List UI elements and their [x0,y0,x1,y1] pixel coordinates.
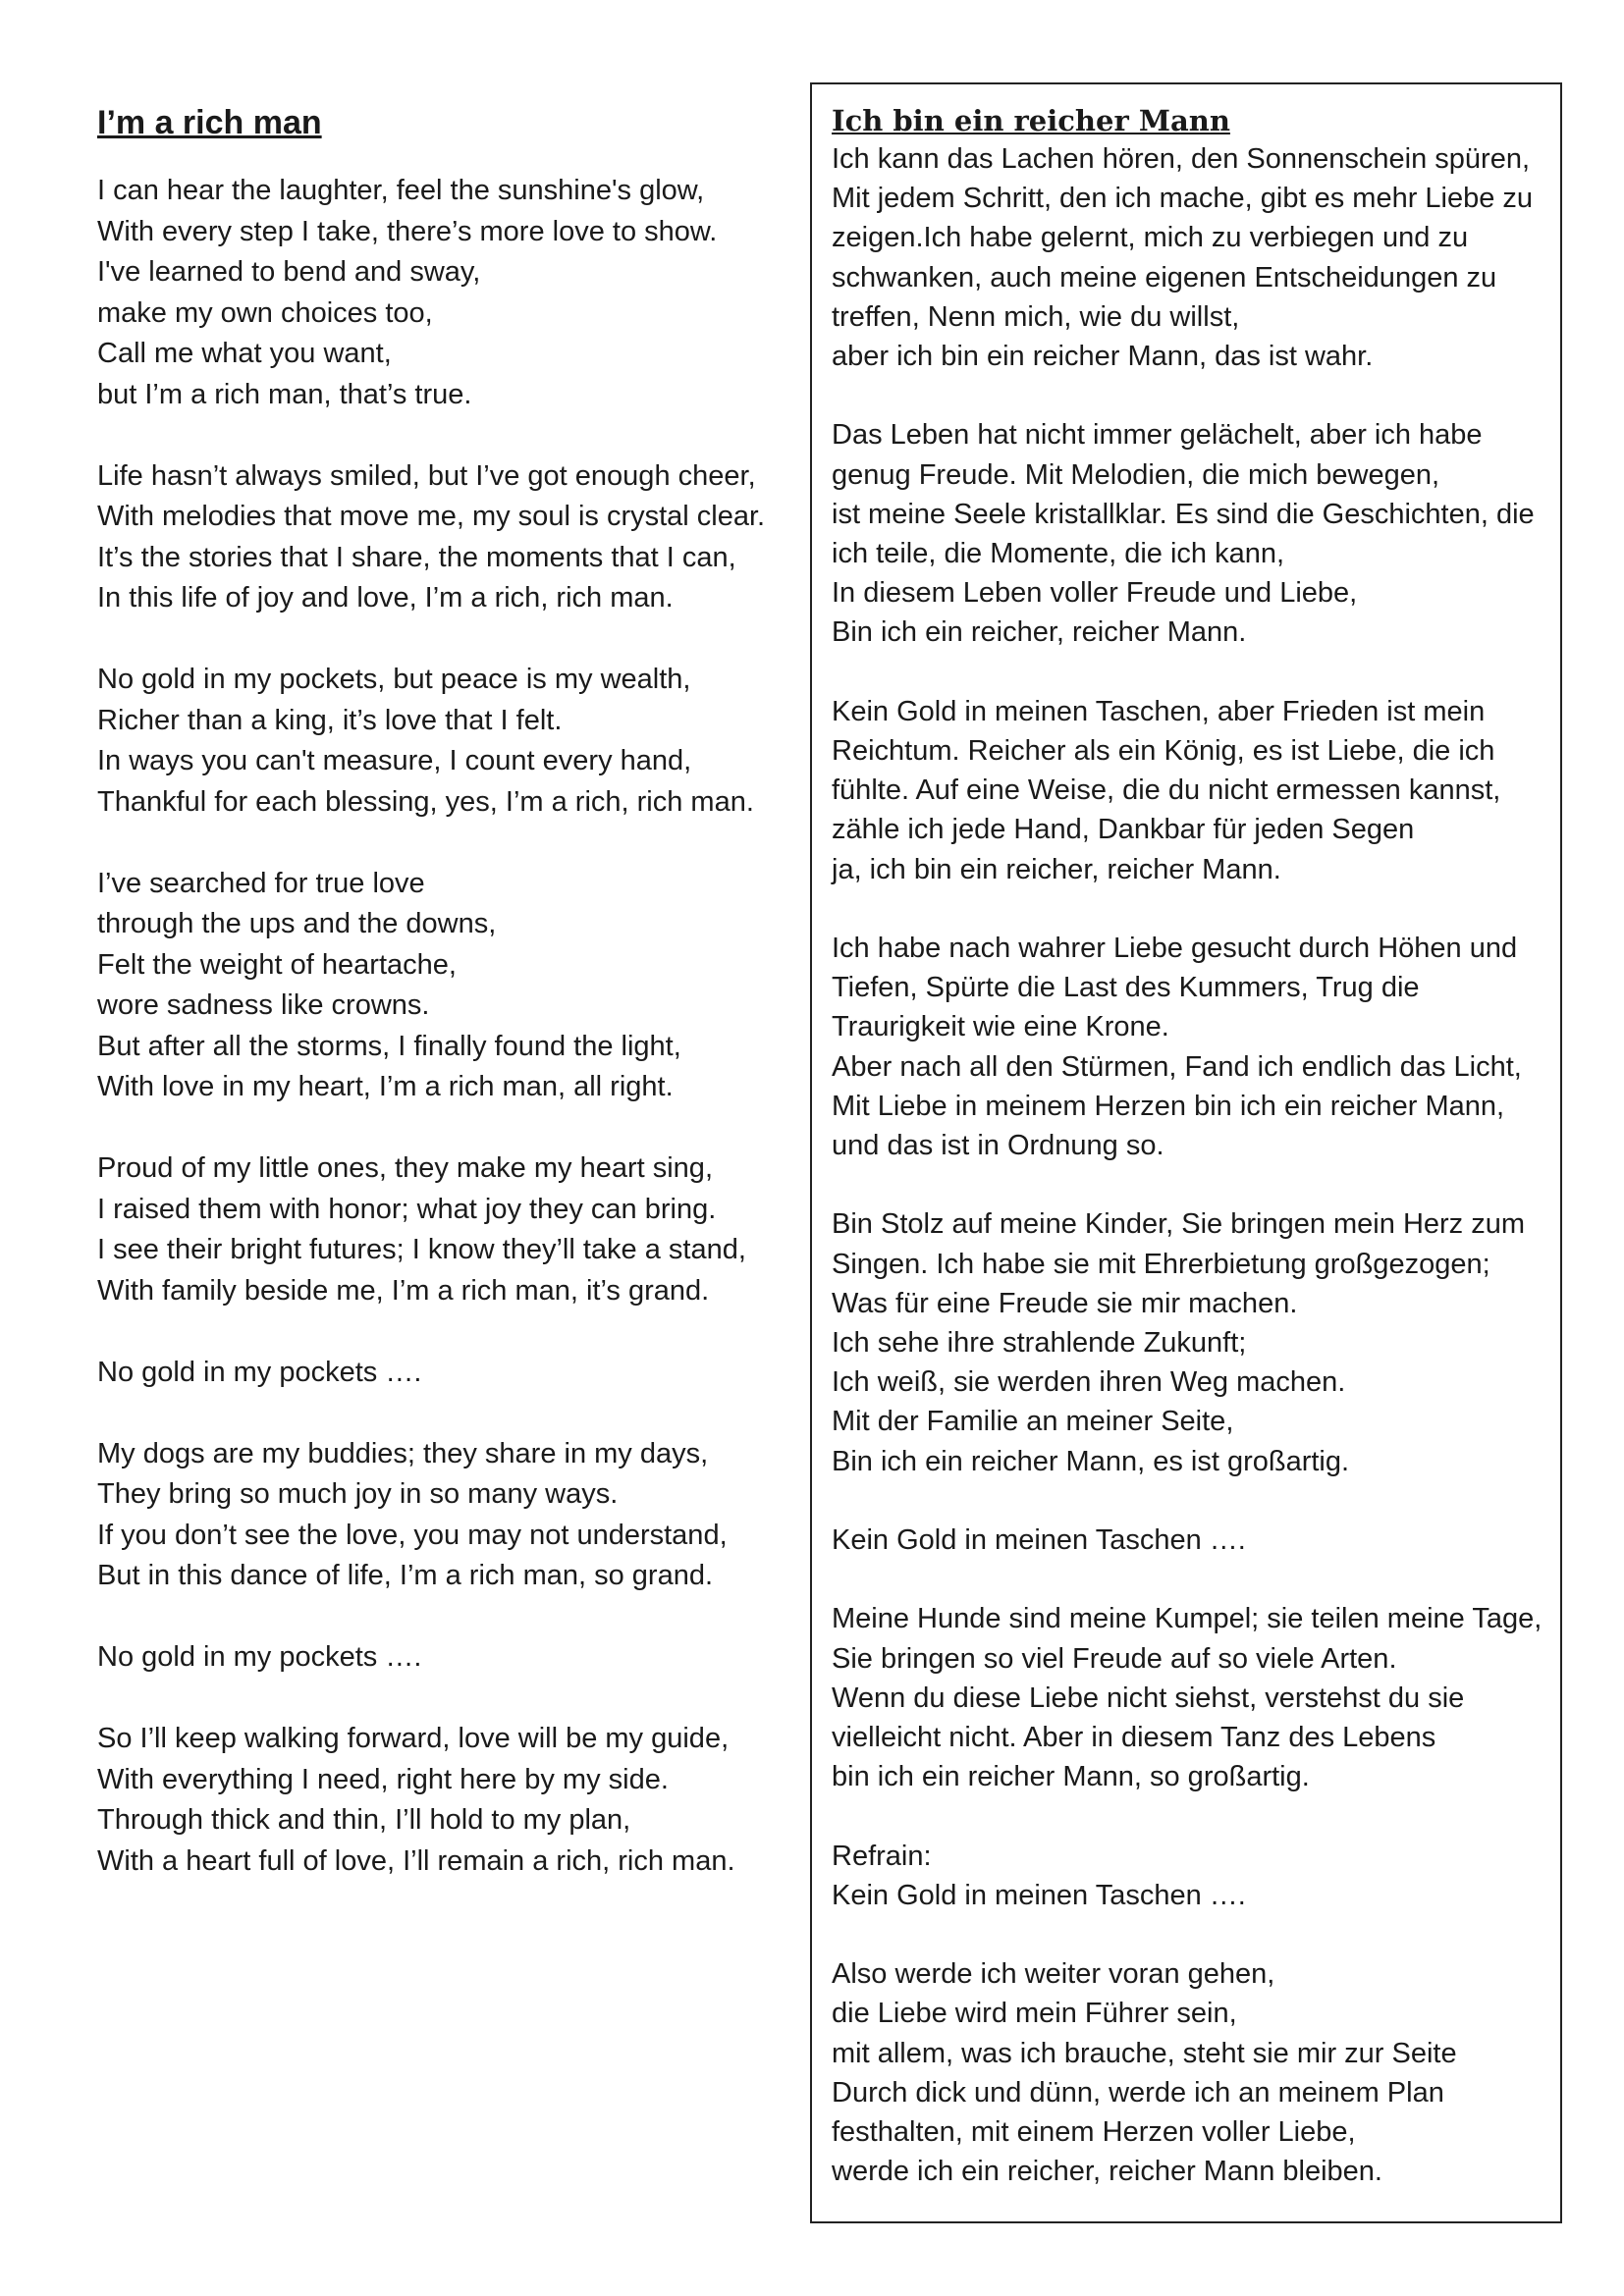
lyric-line: But after all the storms, I finally found the light, [97,1030,681,1062]
english-stanza-6 [97,1434,785,1597]
german-stanza-2 [832,415,1548,652]
lyric-line: So I’ll keep walking forward, love will be my guide, [97,1723,730,1754]
lyric-line: No gold in my pockets …. [97,1356,422,1388]
lyric-line: schwanken, auch meine eigenen Entscheidungen zu [832,261,1497,294]
lyric-line: Bin Stolz auf meine Kinder, Sie bringen mein Herz zum [832,1208,1526,1241]
lyric-line: Life hasn’t always smiled, but I’ve got enough cheer, [97,459,756,492]
lyric-line: With love in my heart, I’m a rich man, all right. [97,1071,674,1102]
lyric-line: No gold in my pockets, but peace is my wealth, [97,664,691,695]
lyric-line: No gold in my pockets …. [97,1641,422,1673]
english-chorus-ref-2 [97,1637,785,1679]
lyric-line: Kein Gold in meinen Taschen …. [832,1524,1246,1557]
lyric-line: In ways you can't measure, I count every hand, [97,745,692,776]
lyric-line: Proud of my little ones, they make my heart sing, [97,1152,713,1184]
lyric-line: Traurigkeit wie eine Krone. [832,1011,1169,1043]
lyric-line: Durch dick und dünn, werde ich an meinem Plan [832,2076,1444,2109]
lyric-line: genug Freude. Mit Melodien, die mich bewegen, [832,458,1440,491]
lyric-line: Thankful for each blessing, yes, I’m a rich, rich man. [97,785,754,818]
lyric-line: With every step I take, there’s more love to show. [97,215,718,247]
lyric-line: Ich habe nach wahrer Liebe gesucht durch Höhen und [832,933,1518,965]
lyric-line: In this life of joy and love, I’m a rich, rich man. [97,582,674,614]
lyric-line: mit allem, was ich brauche, steht sie mir zur Seite [832,2037,1457,2069]
lyric-line: Kein Gold in meinen Taschen …. [832,1879,1246,1911]
english-stanza-1 [97,171,785,415]
lyric-line: Mit jedem Schritt, den ich mache, gibt es mehr Liebe zu [832,183,1534,215]
lyric-line: ja, ich bin ein reicher, reicher Mann. [832,853,1281,885]
english-stanza-3 [97,660,785,823]
lyric-line: Das Leben hat nicht immer gelächelt, aber ich habe [832,419,1483,452]
german-stanza-5 [832,1204,1548,1480]
lyric-line: Aber nach all den Stürmen, Fand ich endlich das Licht, [832,1050,1522,1083]
lyric-line: Bin ich ein reicher, reicher Mann. [832,616,1247,649]
lyric-line: I've learned to bend and sway, [97,256,481,288]
lyric-line: Call me what you want, [97,338,392,369]
english-stanza-7 [97,1719,785,1882]
lyric-line: aber ich bin ein reicher Mann, das ist wahr. [832,341,1374,373]
lyric-line: Richer than a king, it’s love that I felt. [97,704,563,736]
lyric-line: Also werde ich weiter voran gehen, [832,1958,1275,1991]
lyric-line: They bring so much joy in so many ways. [97,1478,619,1510]
lyric-line: Sie bringen so viel Freude auf so viele Arten. [832,1642,1397,1675]
lyric-line: With melodies that move me, my soul is crystal clear. [97,501,766,532]
german-stanza-6 [832,1599,1548,1796]
lyric-line: It’s the stories that I share, the moments that I can, [97,541,736,573]
lyric-line: I can hear the laughter, feel the sunshine's glow, [97,175,705,206]
lyric-line: With family beside me, I’m a rich man, it’s grand. [97,1274,710,1307]
lyric-line: Mit der Familie an meiner Seite, [832,1406,1234,1438]
lyric-line: Was für eine Freude sie mir machen. [832,1287,1298,1319]
lyric-line: Singen. Ich habe sie mit Ehrerbietung großgezogen; [832,1248,1490,1280]
lyric-line: If you don’t see the love, you may not understand, [97,1519,728,1551]
lyric-line: wore sadness like crowns. [97,989,430,1021]
lyric-line: festhalten, mit einem Herzen voller Liebe, [832,2116,1356,2149]
lyric-line: Kein Gold in meinen Taschen, aber Frieden ist mein [832,695,1486,727]
lyric-line: Mit Liebe in meinem Herzen bin ich ein reicher Mann, [832,1090,1505,1122]
lyric-line: Meine Hunde sind meine Kumpel; sie teilen meine Tage, [832,1603,1543,1635]
german-stanza-7 [832,1954,1548,2191]
lyric-line: Bin ich ein reicher Mann, es ist großartig. [832,1445,1350,1477]
lyric-line: ich teile, die Momente, die ich kann, [832,538,1285,570]
german-stanza-3 [832,692,1548,889]
german-chorus-ref-1 [832,1521,1548,1560]
lyric-line: die Liebe wird mein Führer sein, [832,1998,1237,2030]
lyric-line: Ich weiß, sie werden ihren Weg machen. [832,1366,1346,1399]
lyric-line: Ich kann das Lachen hören, den Sonnenschein spüren, [832,143,1531,175]
lyric-line: Ich sehe ihre strahlende Zukunft; [832,1327,1247,1360]
lyric-line: und das ist in Ordnung so. [832,1130,1164,1162]
german-lyrics-box [810,82,1562,2223]
english-stanza-4 [97,864,785,1108]
german-lyrics-column [832,102,1548,2231]
lyric-line: treffen, Nenn mich, wie du willst, [832,300,1240,333]
lyric-line: Refrain: [832,1840,932,1872]
lyric-line: vielleicht nicht. Aber in diesem Tanz des Lebens [832,1722,1436,1754]
german-refrain [832,1837,1548,1915]
english-stanza-2 [97,456,785,619]
lyric-line: bin ich ein reicher Mann, so großartig. [832,1761,1310,1793]
lyric-line: zeigen.Ich habe gelernt, mich zu verbiegen und zu [832,222,1469,254]
lyric-line: But in this dance of life, I’m a rich man, so grand. [97,1560,714,1591]
german-title: Ich bin ein reicher Mann [832,104,1230,137]
lyric-line: I see their bright futures; I know they’ll take a stand, [97,1234,746,1265]
lyric-line: zähle ich jede Hand, Dankbar für jeden Segen [832,814,1415,846]
lyric-line: through the ups and the downs, [97,908,497,939]
lyric-line: With everything I need, right here by my side. [97,1763,669,1795]
lyric-line: make my own choices too, [97,296,433,329]
lyric-line: Tiefen, Spürte die Last des Kummers, Trug die [832,972,1420,1004]
english-chorus-ref-1 [97,1353,785,1394]
german-stanza-1 [832,139,1548,376]
lyric-line: werde ich ein reicher, reicher Mann bleiben. [832,2156,1382,2188]
lyric-line: In diesem Leben voller Freude und Liebe, [832,577,1358,610]
lyric-line: Reichtum. Reicher als ein König, es ist Liebe, die ich [832,735,1495,768]
lyric-line: Felt the weight of heartache, [97,948,457,981]
lyric-line: fühlte. Auf eine Weise, die du nicht ermessen kannst, [832,774,1501,807]
lyric-line: ist meine Seele kristallklar. Es sind die Geschichten, die [832,498,1535,530]
german-stanza-4 [832,929,1548,1165]
lyric-line: Wenn du diese Liebe nicht siehst, verstehst du sie [832,1682,1465,1714]
lyric-line: I’ve searched for true love [97,867,425,899]
lyric-line: but I’m a rich man, that’s true. [97,378,472,410]
lyric-line: My dogs are my buddies; they share in my days, [97,1437,709,1469]
english-lyrics-column [97,98,785,1923]
lyric-line: I raised them with honor; what joy they can bring. [97,1193,717,1225]
english-title: I’m a rich man [97,104,322,141]
lyric-line: With a heart full of love, I’ll remain a rich, rich man. [97,1844,735,1877]
lyric-line: Through thick and thin, I’ll hold to my plan, [97,1804,631,1836]
english-stanza-5 [97,1148,785,1311]
